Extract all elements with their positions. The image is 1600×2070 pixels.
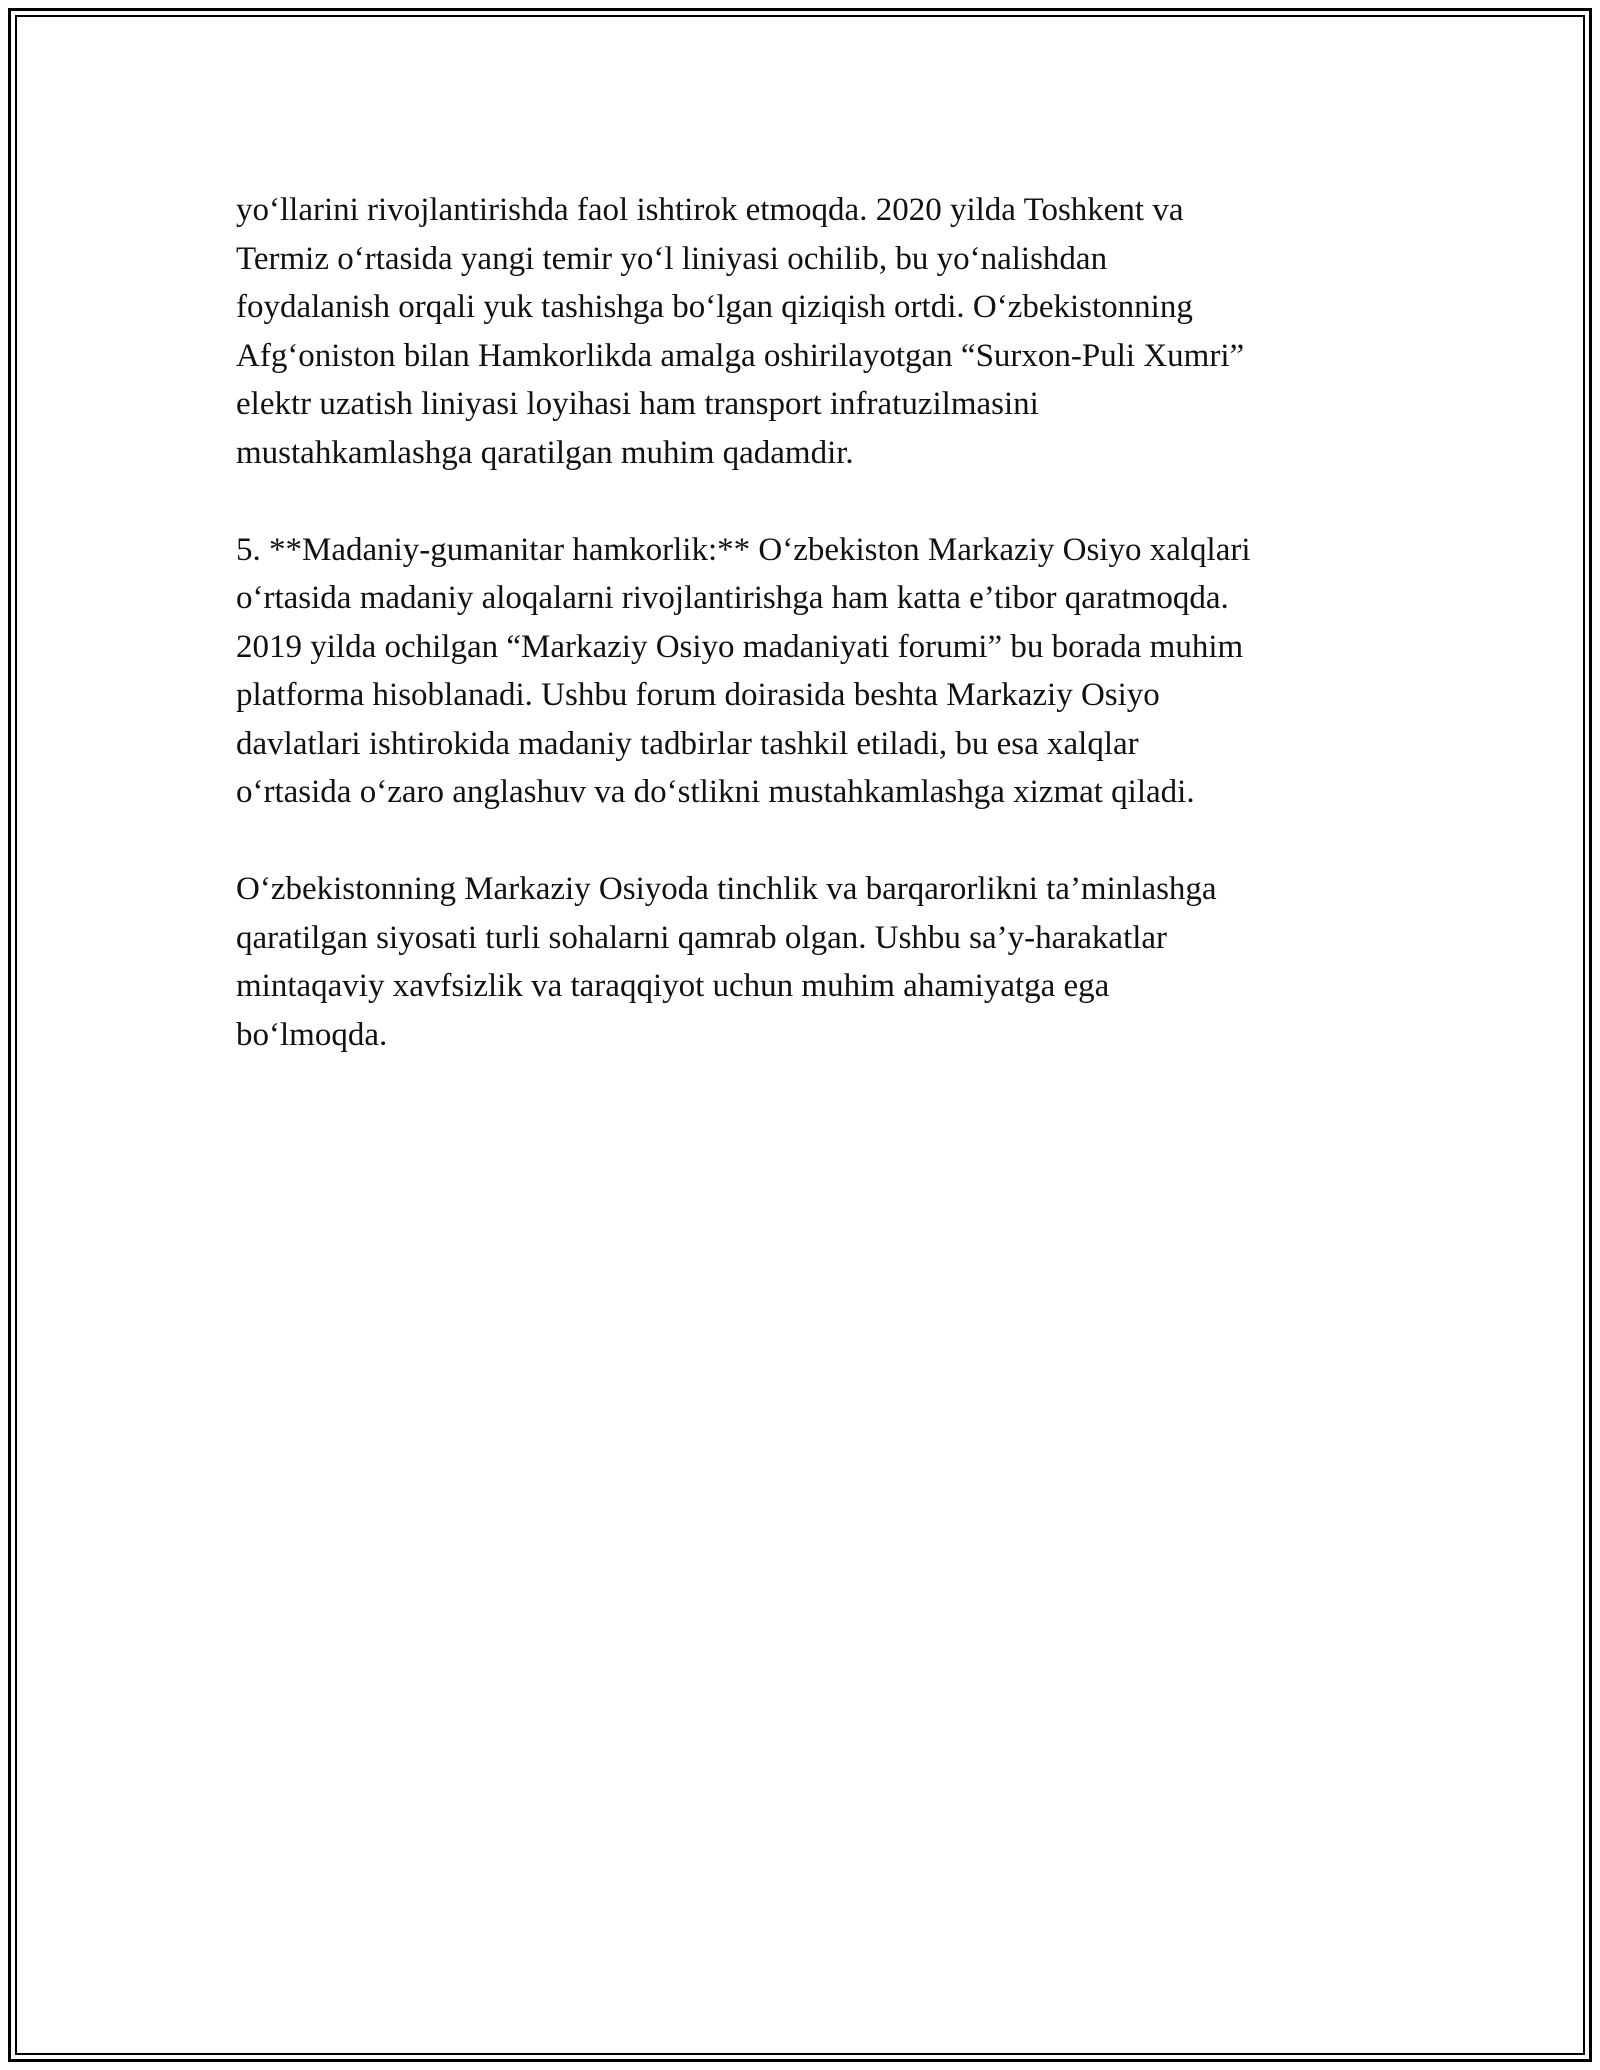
text-line: Termiz o‘rtasida yangi temir yo‘l liniyasi ochilib, bu yo‘nalishdan	[236, 240, 1108, 277]
text-line: qaratilgan siyosati turli sohalarni qamrab olgan. Ushbu sa’y-harakatlar	[236, 919, 1168, 956]
text-line: o‘rtasida madaniy aloqalarni rivojlantirishga ham katta e’tibor qaratmoqda.	[236, 580, 1229, 616]
text-line: foydalanish orqali yuk tashishga bo‘lgan qiziqish ortdi. O‘zbekistonning	[236, 289, 1193, 325]
paragraph-transport	[236, 186, 1386, 477]
text-line: bo‘lmoqda.	[236, 1016, 388, 1053]
text-line: 2019 yilda ochilgan “Markaziy Osiyo madaniyati forumi” bu borada muhim	[236, 628, 1244, 665]
text-line: 5. **Madaniy-gumanitar hamkorlik:** O‘zbekiston Markaziy Osiyo xalqlari	[236, 531, 1251, 568]
text-line: platforma hisoblanadi. Ushbu forum doirasida beshta Markaziy Osiyo	[236, 677, 1160, 713]
text-line: yo‘llarini rivojlantirishda faol ishtirok etmoqda. 2020 yilda Toshkent va	[236, 192, 1184, 228]
text-line: davlatlari ishtirokida madaniy tadbirlar tashkil etiladi, bu esa xalqlar	[236, 725, 1139, 762]
text-line: o‘rtasida o‘zaro anglashuv va do‘stlikni mustahkamlashga xizmat qiladi.	[236, 774, 1195, 810]
document-body	[236, 186, 1386, 1108]
paragraph-cultural-cooperation	[236, 526, 1386, 817]
paragraph-conclusion	[236, 865, 1386, 1059]
text-line: elektr uzatish liniyasi loyihasi ham transport infratuzilmasini	[236, 386, 1039, 422]
text-line: Afg‘oniston bilan Hamkorlikda amalga oshirilayotgan “Surxon-Puli Xumri”	[236, 337, 1245, 374]
text-line: O‘zbekistonning Markaziy Osiyoda tinchlik va barqarorlikni ta’minlashga	[236, 871, 1217, 907]
text-line: mintaqaviy xavfsizlik va taraqqiyot uchun muhim ahamiyatga ega	[236, 968, 1110, 1004]
text-line: mustahkamlashga qaratilgan muhim qadamdir.	[236, 434, 854, 471]
